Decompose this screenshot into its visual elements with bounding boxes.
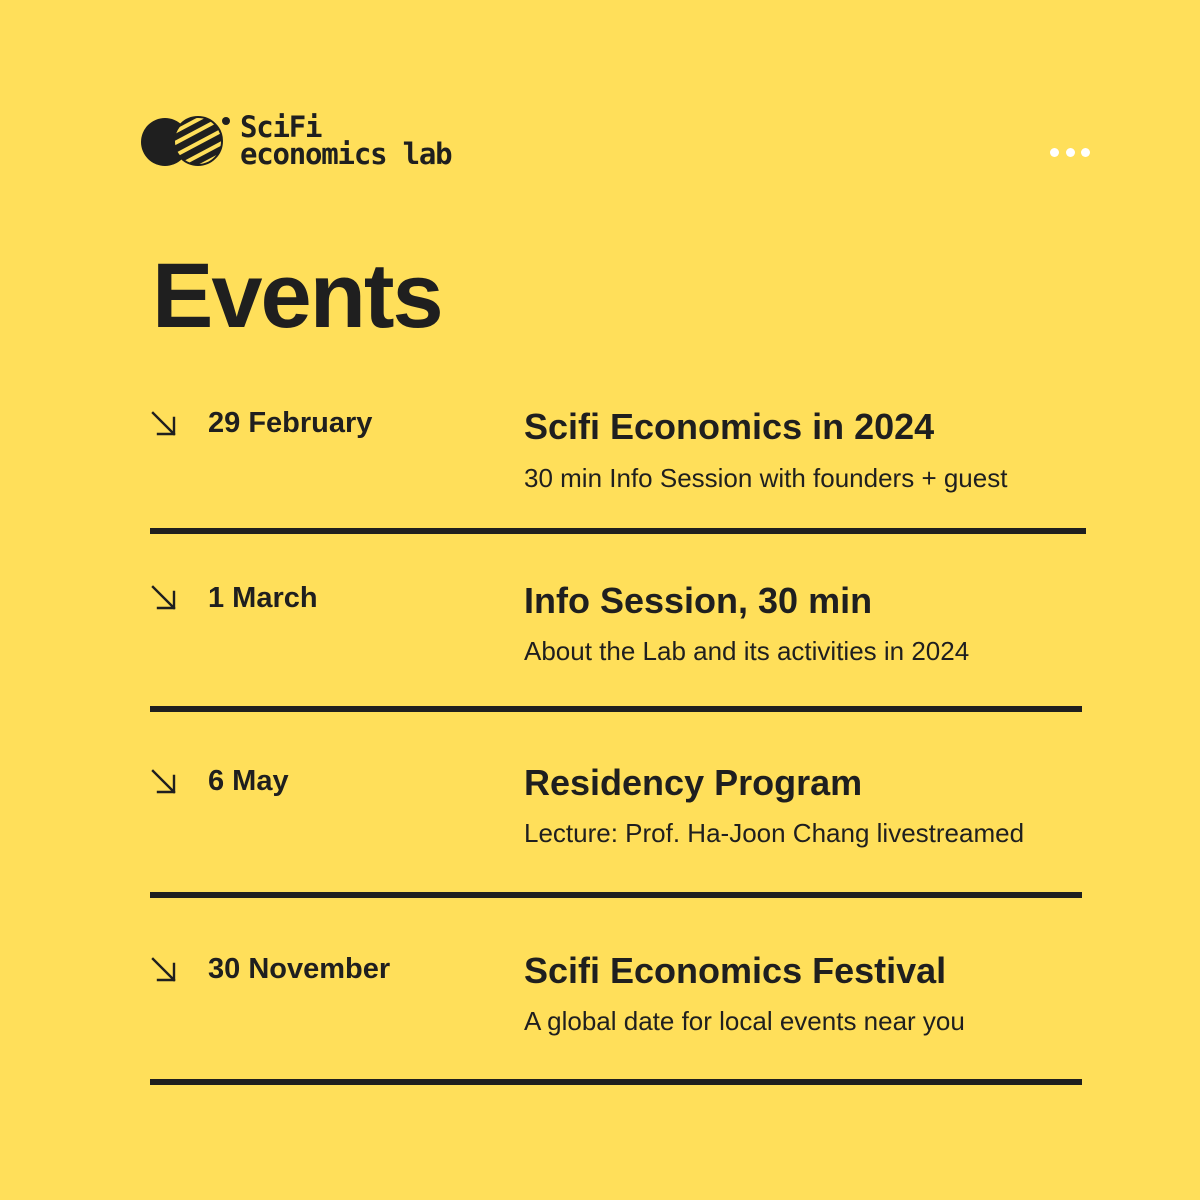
brand-name-line1: SciFi <box>240 110 322 144</box>
brand-name-line2: economics lab <box>240 137 452 171</box>
divider <box>150 528 1086 534</box>
event-item[interactable] <box>150 950 1086 1090</box>
event-title: Scifi Economics in 2024 <box>524 406 935 447</box>
event-date: 1 March <box>208 582 318 614</box>
divider <box>150 892 1082 898</box>
more-horizontal-icon <box>1050 148 1059 157</box>
event-title: Info Session, 30 min <box>524 580 873 621</box>
event-item[interactable] <box>150 578 1086 716</box>
event-date: 29 February <box>208 407 373 439</box>
event-description: A global date for local events near you <box>524 1006 965 1036</box>
arrow-down-right-icon <box>150 584 178 612</box>
more-menu-button[interactable] <box>1048 140 1092 164</box>
arrow-down-right-icon <box>150 768 178 796</box>
more-horizontal-icon <box>1066 148 1075 157</box>
brand-wordmark <box>240 110 452 171</box>
event-date: 6 May <box>208 765 289 797</box>
arrow-down-right-icon <box>150 410 178 438</box>
event-description: 30 min Info Session with founders + guest <box>524 463 1008 493</box>
arrow-down-right-icon <box>150 956 178 984</box>
event-date: 30 November <box>208 953 391 985</box>
more-horizontal-icon <box>1081 148 1090 157</box>
page-title: Events <box>152 245 442 347</box>
logo-mark-icon <box>140 113 232 169</box>
brand-logo[interactable] <box>140 110 452 171</box>
divider <box>150 706 1082 712</box>
event-description: About the Lab and its activities in 2024 <box>524 636 970 666</box>
event-title: Scifi Economics Festival <box>524 950 947 991</box>
event-item[interactable] <box>150 404 1086 536</box>
divider <box>150 1079 1082 1085</box>
event-title: Residency Program <box>524 762 863 803</box>
event-item[interactable] <box>150 762 1086 902</box>
event-description: Lecture: Prof. Ha-Joon Chang livestreamed <box>524 818 1025 848</box>
